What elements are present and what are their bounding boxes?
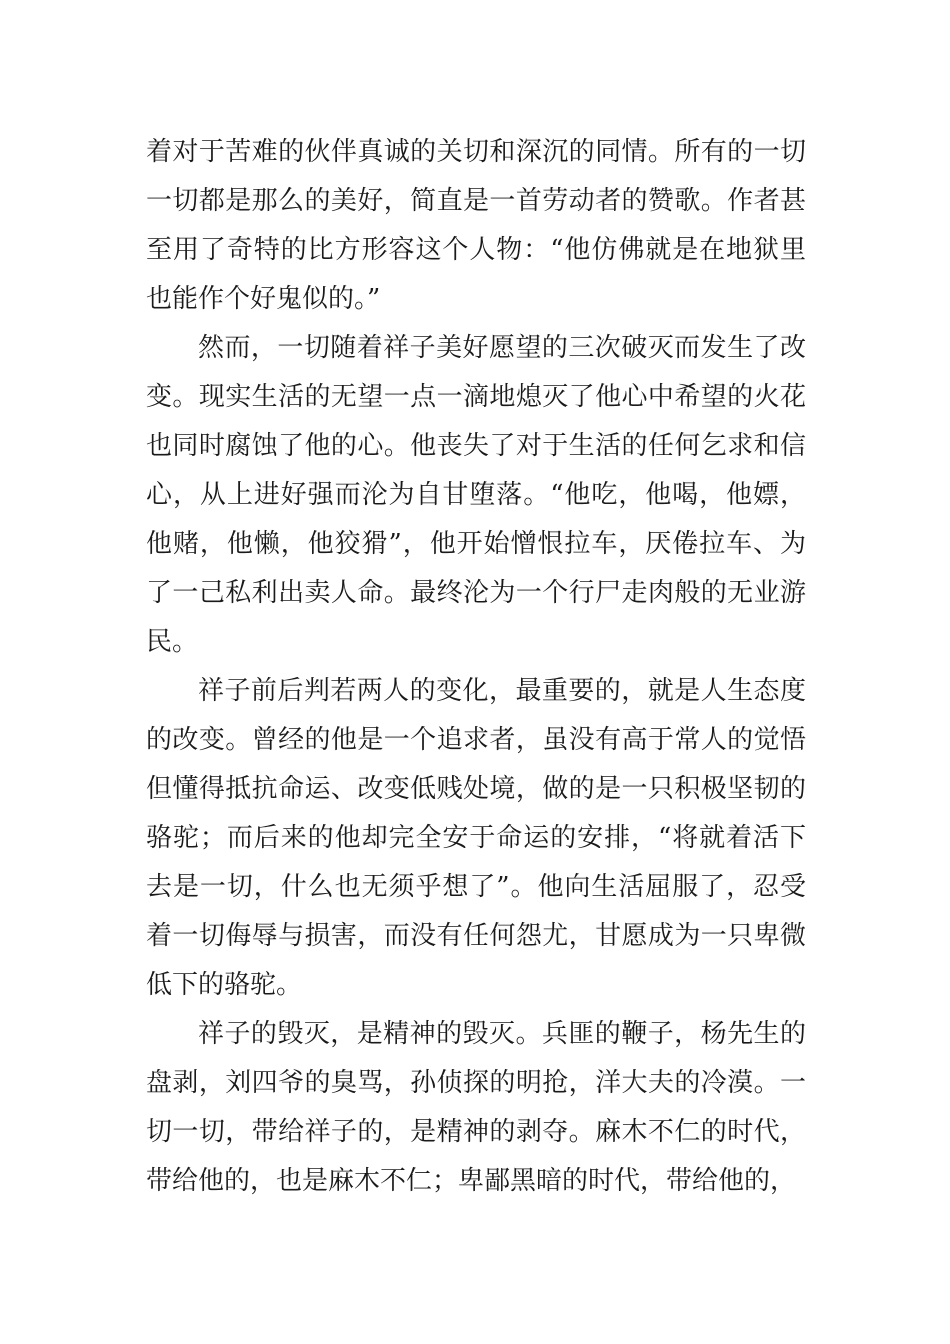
document-body bbox=[146, 128, 806, 1206]
paragraph-4: 祥子的毁灭，是精神的毁灭。兵匪的鞭子，杨先生的盘剥，刘四爷的臭骂，孙侦探的明抢，洋大夫的冷漠。一切一切，带给祥子的，是精神的剥夺。麻木不仁的时代，带给他的，也是麻木不仁；卑鄙黑暗的时代，带给他的， bbox=[146, 1019, 806, 1196]
paragraph-1: 着对于苦难的伙伴真诚的关切和深沉的同情。所有的一切一切都是那么的美好，简直是一首劳动者的赞歌。作者甚至用了奇特的比方形容这个人物：“他仿佛就是在地狱里也能作个好鬼似的。” bbox=[146, 137, 806, 314]
paragraph-3: 祥子前后判若两人的变化，最重要的，就是人生态度的改变。曾经的他是一个追求者，虽没有高于常人的觉悟但懂得抵抗命运、改变低贱处境，做的是一只积极坚韧的骆驼；而后来的他却完全安于命运的安排，“将就着活下去是一切，什么也无须乎想了”。他向生活屈服了，忍受着一切侮辱与损害，而没有任何怨尤，甘愿成为一只卑微低下的骆驼。 bbox=[146, 676, 806, 1000]
paragraph-2: 然而，一切随着祥子美好愿望的三次破灭而发生了改变。现实生活的无望一点一滴地熄灭了他心中希望的火花也同时腐蚀了他的心。他丧失了对于生活的任何乞求和信心，从上进好强而沦为自甘堕落。“他吃，他喝，他嫖，他赌，他懒，他狡猾”，他开始憎恨拉车，厌倦拉车、为了一己私利出卖人命。最终沦为一个行尸走肉般的无业游民。 bbox=[146, 333, 806, 657]
